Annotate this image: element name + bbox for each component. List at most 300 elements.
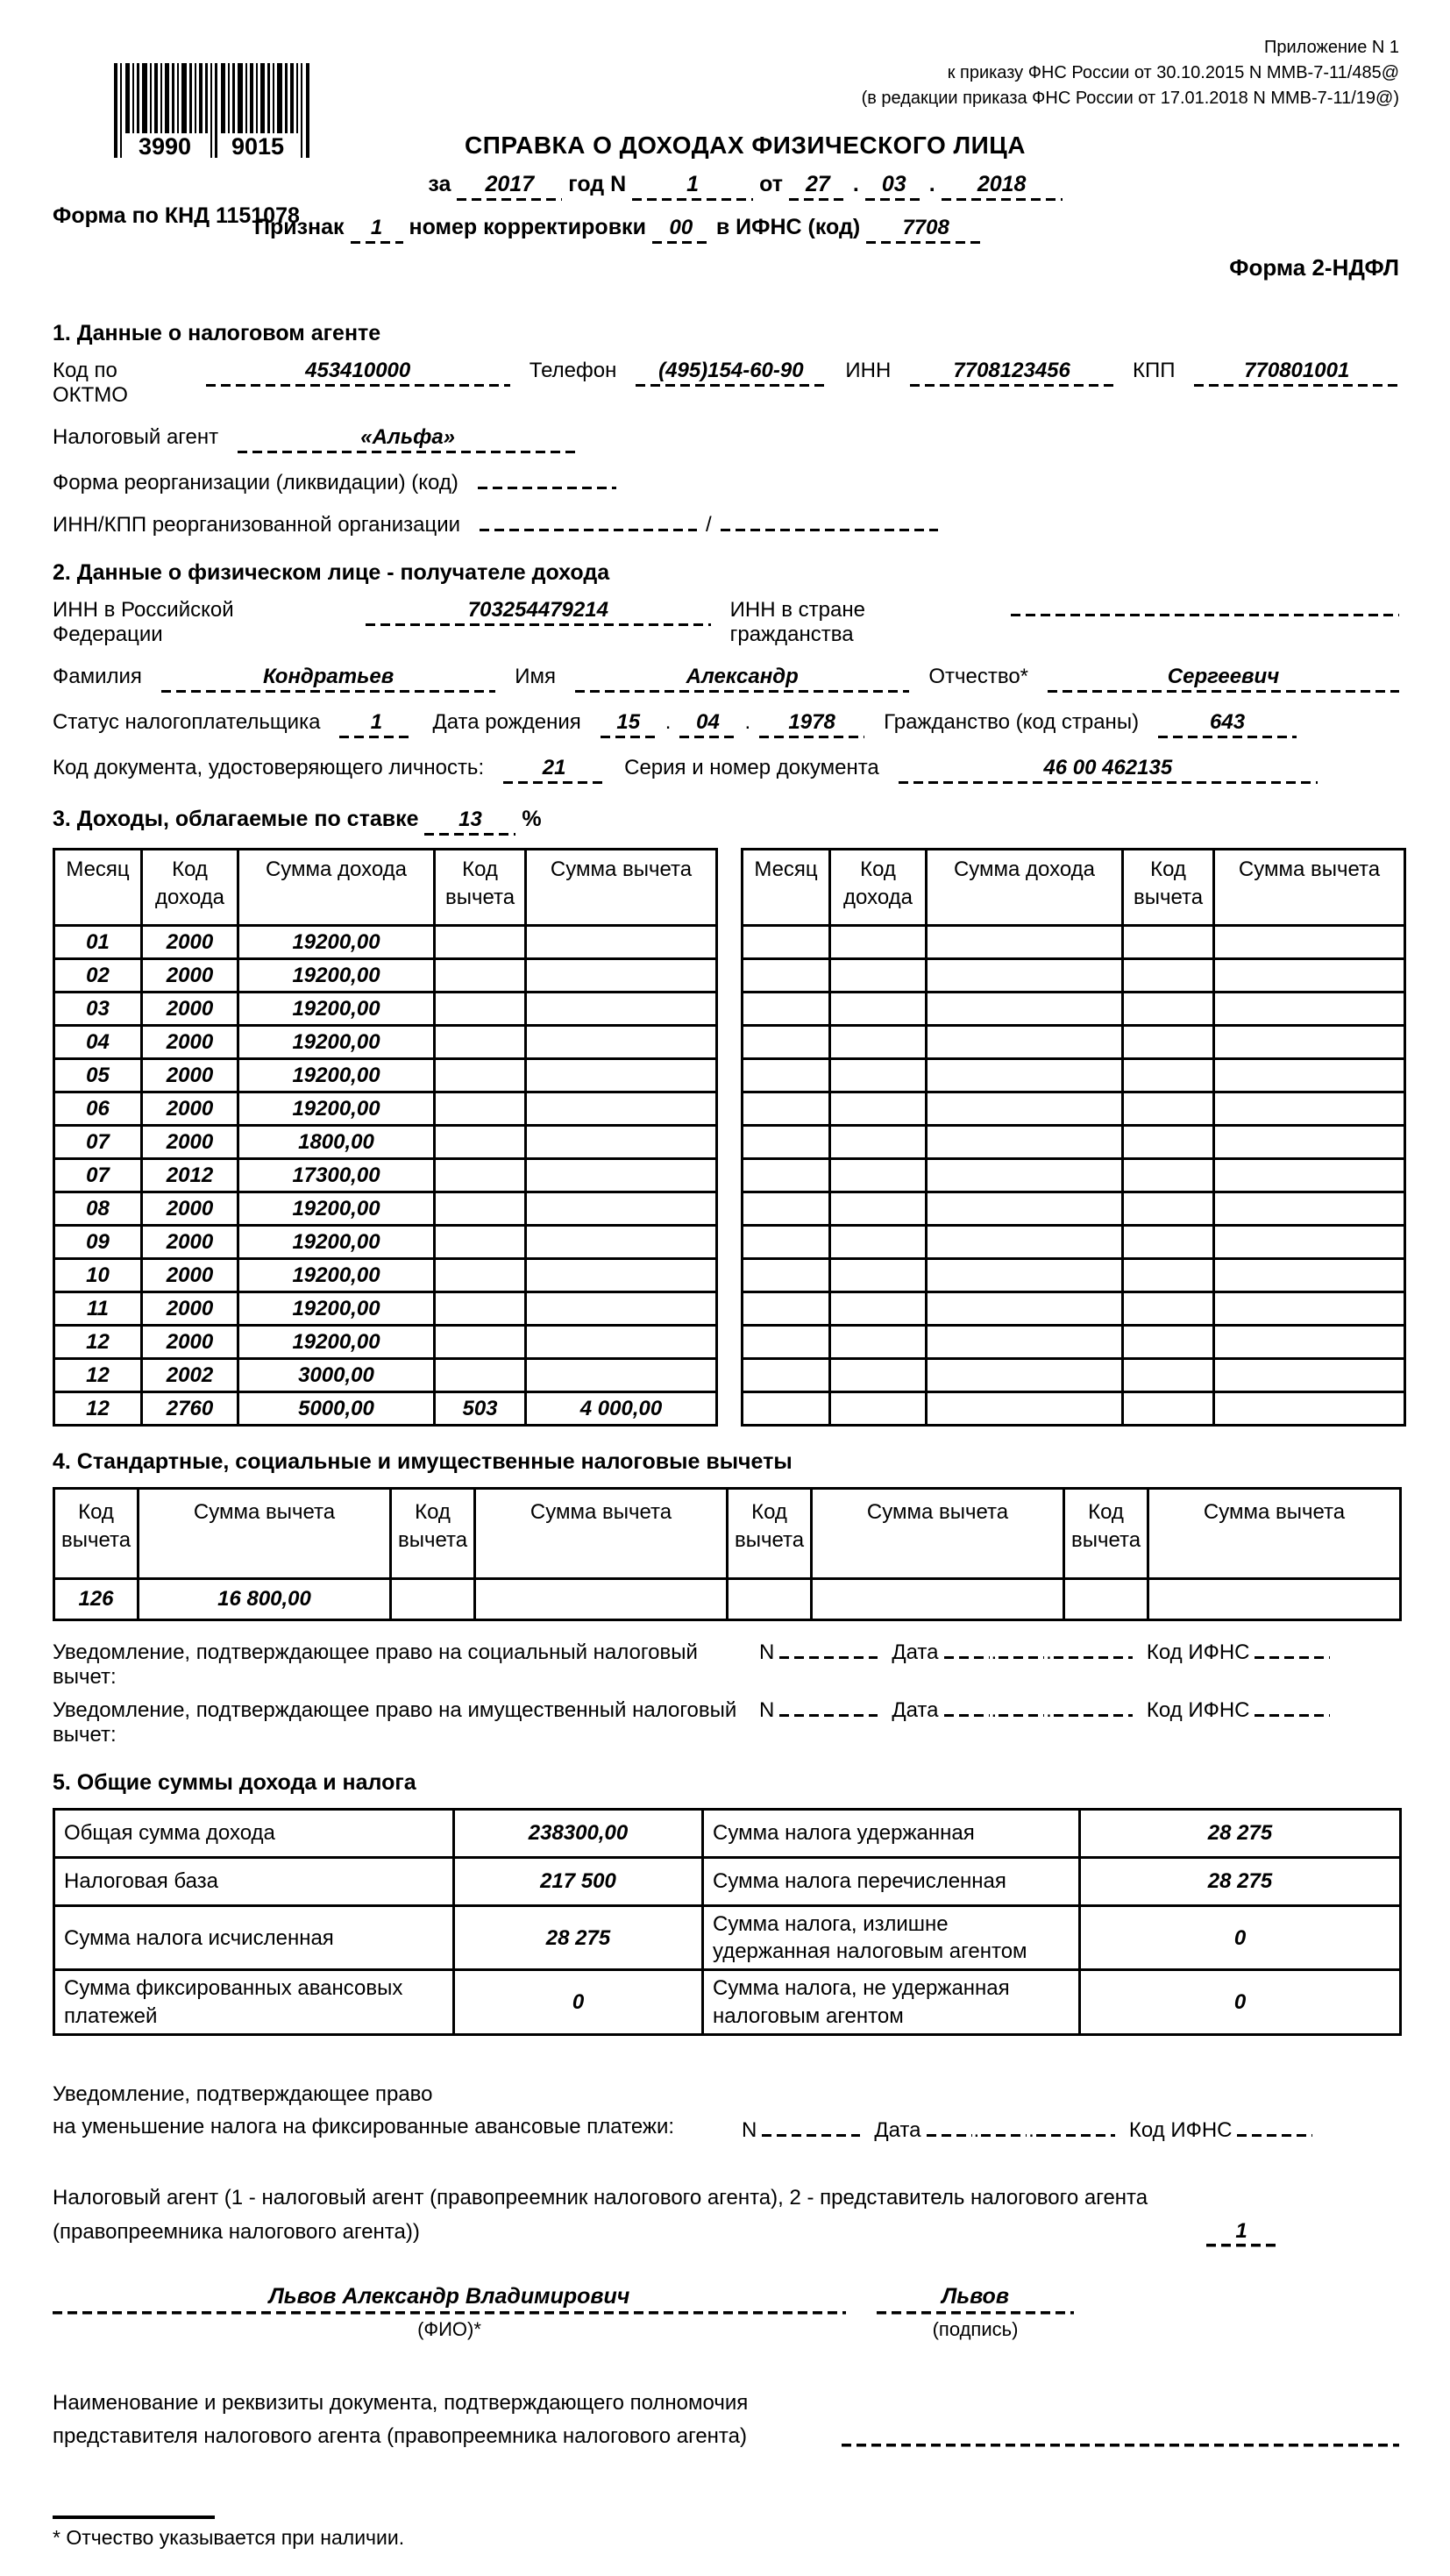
income-table-left [53,848,718,1427]
month-cell: 11 [54,1292,142,1326]
agent-type-field: 1 [1206,2219,1276,2247]
deduction-sum-cell [526,993,717,1026]
income-code-cell: 2012 [142,1159,238,1192]
patronymic-label: Отчество* [928,665,1029,688]
social-notif-day-field [944,1655,990,1659]
section1-row-3 [53,471,1399,495]
deduction-code-cell [435,1359,526,1392]
ifns-code-label: Код ИФНС [1146,1698,1250,1722]
deduction-code-header: Код вычета [391,1489,475,1579]
birthdate-label: Дата рождения [432,710,581,734]
empty-cell [927,1292,1123,1326]
income-row [54,1259,717,1292]
month-cell: 12 [54,1359,142,1392]
date-dot-2: . [928,172,935,196]
advance-notif-year-field [1036,2133,1115,2137]
section2-row-1 [53,598,1399,647]
n-label: N [759,1698,775,1722]
section1-title: 1. Данные о налоговом агенте [53,321,381,345]
agent-inn-field: 7708123456 [910,359,1113,387]
advance-notif-day-field [927,2133,972,2137]
empty-cell [1123,1192,1214,1226]
empty-cell [743,1326,830,1359]
empty-cell [830,959,927,993]
income-code-cell: 2000 [142,1259,238,1292]
ifns-label: в ИФНС (код) [715,215,861,239]
ot-label: от [759,172,783,196]
income-code-cell: 2000 [142,1059,238,1092]
fio-value: Львов Александр Владимирович [53,2284,846,2315]
priznak-line [254,215,1236,244]
empty-income-row [743,1292,1405,1326]
birth-year-field: 1978 [759,710,864,738]
section1-row-1 [53,359,1399,408]
deduction-sum-cell [526,1292,717,1326]
firstname-field: Александр [575,665,909,693]
date-label: Дата [892,1698,939,1722]
deduction-code-cell [435,1292,526,1326]
deduction-sum-cell [475,1579,728,1620]
tax-not-withheld-label: Сумма налога, не удержанная налоговым агентом [703,1970,1080,2034]
month-cell: 10 [54,1259,142,1292]
social-notif-number-field [779,1655,878,1659]
reorg-code-field [478,486,616,489]
lastname-label: Фамилия [53,665,142,688]
advance-notif-line2: на уменьшение налога на фиксированные авансовые платежи: [53,2114,675,2138]
section4-title: 4. Стандартные, социальные и имущественные налоговые вычеты [53,1449,793,1474]
empty-cell [830,1259,927,1292]
inn-foreign-field [1011,613,1399,616]
social-notif-month-field [999,1655,1044,1659]
month-cell: 05 [54,1059,142,1092]
doc-code-label: Код документа, удостоверяющего личность: [53,756,485,779]
empty-cell [1214,1159,1405,1192]
issue-day-field: 27 [789,172,847,201]
fixed-advance-label: Сумма фиксированных авансовых платежей [54,1970,454,2034]
empty-cell [1214,959,1405,993]
empty-cell [1214,1092,1405,1126]
empty-cell [743,1226,830,1259]
income-sum-cell: 17300,00 [238,1159,435,1192]
dot: . [1028,2118,1034,2143]
empty-cell [743,1092,830,1126]
tax-rate-field: 13 [424,808,515,836]
god-n-label: год N [568,172,627,196]
totals-table [53,1808,1402,2036]
form-name: Форма 2-НДФЛ [1229,254,1399,281]
deduction-sum-header: Сумма вычета [1148,1489,1401,1579]
empty-cell [1214,1059,1405,1092]
empty-cell [1214,1026,1405,1059]
empty-cell [743,1392,830,1426]
empty-cell [1214,1359,1405,1392]
deduction-sum-cell [526,1159,717,1192]
deduction-sum-header: Сумма вычета [526,850,717,926]
doc-series-label: Серия и номер документа [624,756,879,779]
deduction-code-header: Код вычета [1064,1489,1148,1579]
empty-income-row [743,1126,1405,1159]
empty-cell [830,1026,927,1059]
firstname-label: Имя [515,665,556,688]
income-row [54,926,717,959]
certificate-number-field: 1 [632,172,753,201]
tax-base-value: 217 500 [454,1858,703,1906]
totals-row [54,1970,1401,2034]
citizenship-field: 643 [1158,710,1297,738]
date-label: Дата [892,1640,939,1664]
income-row [54,1392,717,1426]
inn-rf-label: ИНН в Российской Федерации [53,598,234,646]
empty-income-row [743,959,1405,993]
period-line [254,172,1236,201]
income-row [54,1292,717,1326]
signature-value: Львов [877,2284,1074,2315]
empty-cell [743,1159,830,1192]
income-row [54,959,717,993]
deductions-table [53,1487,1402,1621]
income-code-cell: 2000 [142,993,238,1026]
income-sum-cell: 19200,00 [238,1259,435,1292]
deduction-code-cell [435,926,526,959]
month-cell: 07 [54,1126,142,1159]
empty-cell [1123,993,1214,1026]
empty-cell [1123,1059,1214,1092]
agent-type-line2: (правопреемника налогового агента)) [53,2219,420,2244]
empty-cell [830,1159,927,1192]
tax-withheld-value: 28 275 [1080,1810,1401,1858]
empty-cell [743,1259,830,1292]
empty-cell [830,1059,927,1092]
advance-payment-notification [53,2078,1399,2143]
footnote-text: * Отчество указывается при наличии. [53,2525,405,2549]
empty-cell [927,1392,1123,1426]
empty-cell [1123,1292,1214,1326]
section1-row-2 [53,425,1399,453]
empty-cell [830,1292,927,1326]
empty-cell [830,1392,927,1426]
income-sum-cell: 19200,00 [238,1059,435,1092]
fio-block [53,2284,846,2341]
income-code-cell: 2002 [142,1359,238,1392]
n-label: N [759,1640,775,1664]
deduction-code-cell [435,1126,526,1159]
empty-cell [927,1259,1123,1292]
section2-title: 2. Данные о физическом лице - получателе дохода [53,560,610,585]
deduction-code-cell [728,1579,812,1620]
income-sum-header: Сумма дохода [238,850,435,926]
lastname-field: Кондратьев [161,665,495,693]
doc-code-field: 21 [503,756,605,784]
property-notif-ifns-field [1255,1713,1330,1717]
section2-row-4 [53,756,1399,784]
total-income-label: Общая сумма дохода [54,1810,454,1858]
fixed-advance-value: 0 [454,1970,703,2034]
reorg-inn-label: ИНН/КПП реорганизованной организации [53,513,461,537]
empty-cell [1123,1226,1214,1259]
empty-cell [1123,1026,1214,1059]
empty-cell [1123,1259,1214,1292]
confirming-document-field [842,2444,1399,2447]
reorg-inn-field [480,528,697,531]
empty-cell [927,926,1123,959]
citizenship-label: Гражданство (код страны) [884,710,1140,734]
empty-cell [1214,1192,1405,1226]
dot: . [991,1640,998,1664]
advance-notif-line1: Уведомление, подтверждающее право [53,2081,433,2106]
tax-overwithheld-value: 0 [1080,1906,1401,1970]
deduction-sum-cell: 16 800,00 [139,1579,391,1620]
empty-cell [830,1226,927,1259]
empty-income-row [743,926,1405,959]
empty-cell [830,1326,927,1359]
section2-row-2 [53,665,1399,693]
empty-income-row [743,1192,1405,1226]
empty-income-row [743,1392,1405,1426]
agent-type-text [53,2181,1206,2249]
ifns-code-label: Код ИФНС [1128,2118,1233,2143]
month-header: Месяц [743,850,830,926]
empty-cell [743,993,830,1026]
deduction-sum-cell [1148,1579,1401,1620]
oktmo-field: 453410000 [206,359,510,387]
deduction-sum-cell [526,1026,717,1059]
empty-cell [830,1126,927,1159]
tax-overwithheld-label: Сумма налога, излишне удержанная налоговым агентом [703,1906,1080,1970]
korr-field: 00 [652,216,710,244]
income-code-cell: 2000 [142,1092,238,1126]
agent-name-label: Налоговый агент [53,425,219,449]
form-header [53,35,1399,298]
date-dot-1: . [852,172,859,196]
total-income-value: 238300,00 [454,1810,703,1858]
deduction-code-cell [435,1059,526,1092]
deduction-code-cell [435,1159,526,1192]
empty-cell [830,993,927,1026]
empty-cell [743,1192,830,1226]
advance-notif-number-field [762,2133,860,2137]
empty-income-row [743,1026,1405,1059]
confirming-document-line1: Наименование и реквизиты документа, подтверждающего полномочия [53,2390,749,2415]
confirming-document-line2: представителя налогового агента (правопреемника налогового агента) [53,2424,747,2449]
birth-dot-2: . [744,710,751,734]
date-label: Дата [874,2118,921,2143]
month-cell: 02 [54,959,142,993]
tax-calculated-value: 28 275 [454,1906,703,1970]
deduction-sum-cell [526,1059,717,1092]
issue-year-field: 2018 [942,172,1063,201]
deduction-code-cell: 503 [435,1392,526,1426]
property-notif-month-field [999,1713,1044,1717]
patronymic-field: Сергеевич [1048,665,1399,693]
empty-cell [1214,1292,1405,1326]
month-cell: 12 [54,1326,142,1359]
income-sum-cell: 19200,00 [238,1226,435,1259]
empty-cell [1123,1092,1214,1126]
empty-cell [830,1192,927,1226]
korr-label: номер корректировки [409,215,646,239]
empty-cell [1123,1326,1214,1359]
empty-cell [927,1026,1123,1059]
deduction-code-cell [435,1092,526,1126]
empty-cell [1123,1159,1214,1192]
empty-income-row [743,1359,1405,1392]
fio-caption: (ФИО)* [417,2317,481,2340]
income-row [54,1359,717,1392]
signature-block [53,2284,1399,2341]
deduction-code-header: Код вычета [728,1489,812,1579]
empty-cell [1214,1259,1405,1292]
deduction-code-cell [435,1192,526,1226]
property-notif-label: Уведомление, подтверждающее право на имущественный налоговый вычет: [53,1698,737,1747]
confirming-document-text [53,2387,780,2454]
month-cell: 01 [54,926,142,959]
deduction-sum-cell [526,959,717,993]
dot: . [973,2118,980,2143]
tax-withheld-label: Сумма налога удержанная [703,1810,1080,1858]
agent-kpp-label: КПП [1132,359,1176,382]
advance-notif-month-field [981,2133,1027,2137]
deduction-sum-cell [526,1192,717,1226]
income-code-cell: 2000 [142,1126,238,1159]
empty-cell [927,1159,1123,1192]
empty-cell [1214,1392,1405,1426]
income-sum-cell: 19200,00 [238,1192,435,1226]
barcode-digits-left: 3990 [138,133,192,160]
slash-separator: / [706,513,712,537]
empty-income-row [743,1259,1405,1292]
deduction-code-cell [435,1326,526,1359]
empty-cell [830,1359,927,1392]
empty-cell [1123,926,1214,959]
empty-cell [743,959,830,993]
income-code-cell: 2000 [142,926,238,959]
property-notif-day-field [944,1713,990,1717]
month-cell: 12 [54,1392,142,1426]
signature-field-block [877,2284,1074,2341]
empty-cell [927,993,1123,1026]
appendix-line-1: Приложение N 1 [1264,38,1399,57]
deduction-sum-cell [526,1126,717,1159]
tax-base-label: Налоговая база [54,1858,454,1906]
empty-cell [743,1026,830,1059]
deduction-code-header: Код вычета [54,1489,139,1579]
income-sum-cell: 19200,00 [238,926,435,959]
property-deduction-notification [53,1698,1399,1747]
year-field: 2017 [457,172,562,201]
footnote [53,2516,1399,2550]
birth-dot-1: . [665,710,672,734]
empty-cell [743,1126,830,1159]
dot: . [1046,1640,1052,1664]
empty-cell [927,1059,1123,1092]
phone-label: Телефон [529,359,617,382]
income-code-header: Код дохода [142,850,238,926]
tax-transferred-label: Сумма налога перечисленная [703,1858,1080,1906]
income-sum-cell: 19200,00 [238,959,435,993]
deduction-code-cell [435,1226,526,1259]
empty-cell [743,1359,830,1392]
empty-income-row [743,1159,1405,1192]
advance-notif-ifns-field [1237,2133,1312,2137]
income-sum-cell: 19200,00 [238,1026,435,1059]
percent-sign: % [522,807,542,831]
empty-income-row [743,1092,1405,1126]
income-row [54,993,717,1026]
month-cell: 08 [54,1192,142,1226]
phone-field: (495)154-60-90 [636,359,826,387]
empty-cell [1123,1392,1214,1426]
social-notif-year-field [1054,1655,1133,1659]
income-sum-cell: 19200,00 [238,1292,435,1326]
deduction-sum-header: Сумма вычета [812,1489,1064,1579]
priznak-label: Признак [254,215,345,239]
income-sum-cell: 19200,00 [238,1092,435,1126]
deduction-code-cell [391,1579,475,1620]
oktmo-label: Код по ОКТМО [53,359,128,407]
empty-cell [927,1092,1123,1126]
empty-cell [927,1192,1123,1226]
section3-title-text: 3. Доходы, облагаемые по ставке [53,807,419,831]
appendix-line-3: (в редакции приказа ФНС России от 17.01.2018 N ММВ-7-11/19@) [861,89,1399,108]
deduction-sum-cell [526,1259,717,1292]
section3-title [53,807,1399,836]
barcode-digits-right: 9015 [231,133,285,160]
empty-cell [743,926,830,959]
section5-title: 5. Общие суммы дохода и налога [53,1770,416,1795]
empty-income-row [743,1059,1405,1092]
empty-cell [743,1059,830,1092]
month-header: Месяц [54,850,142,926]
reorg-kpp-field [721,528,938,531]
status-field: 1 [339,710,413,738]
income-row [54,1126,717,1159]
deduction-code-cell [1064,1579,1148,1620]
deduction-sum-header: Сумма вычета [1214,850,1405,926]
social-deduction-notification [53,1640,1399,1690]
empty-cell [1214,1126,1405,1159]
dot: . [1046,1698,1052,1722]
income-code-cell: 2760 [142,1392,238,1426]
title-block [254,132,1236,244]
agent-type-line1: Налоговый агент (1 - налоговый агент (правопреемник налогового агента), 2 - представитель налогового агента [53,2186,1148,2210]
deductions-row [54,1579,1401,1620]
page-title: СПРАВКА О ДОХОДАХ ФИЗИЧЕСКОГО ЛИЦА [465,132,1026,159]
empty-cell [1123,1359,1214,1392]
deduction-sum-cell [526,1326,717,1359]
income-code-header: Код дохода [830,850,927,926]
income-table-right [741,848,1406,1427]
doc-series-field: 46 00 462135 [899,756,1318,784]
za-label: за [428,172,451,196]
income-sum-cell: 19200,00 [238,993,435,1026]
income-row [54,1192,717,1226]
birth-day-field: 15 [601,710,657,738]
n-label: N [742,2118,757,2143]
ifns-code-label: Код ИФНС [1146,1640,1250,1664]
deduction-code-cell: 126 [54,1579,139,1620]
empty-cell [1123,959,1214,993]
section1-row-4 [53,513,1399,537]
birth-month-field: 04 [679,710,736,738]
income-sum-cell: 1800,00 [238,1126,435,1159]
deduction-sum-header: Сумма вычета [475,1489,728,1579]
empty-income-row [743,1226,1405,1259]
advance-notif-fields [728,2118,1312,2143]
appendix-note [862,35,1399,111]
knd-label: Форма по КНД 1151078 [53,203,300,228]
deduction-sum-cell [812,1579,1064,1620]
property-notif-year-field [1054,1713,1133,1717]
